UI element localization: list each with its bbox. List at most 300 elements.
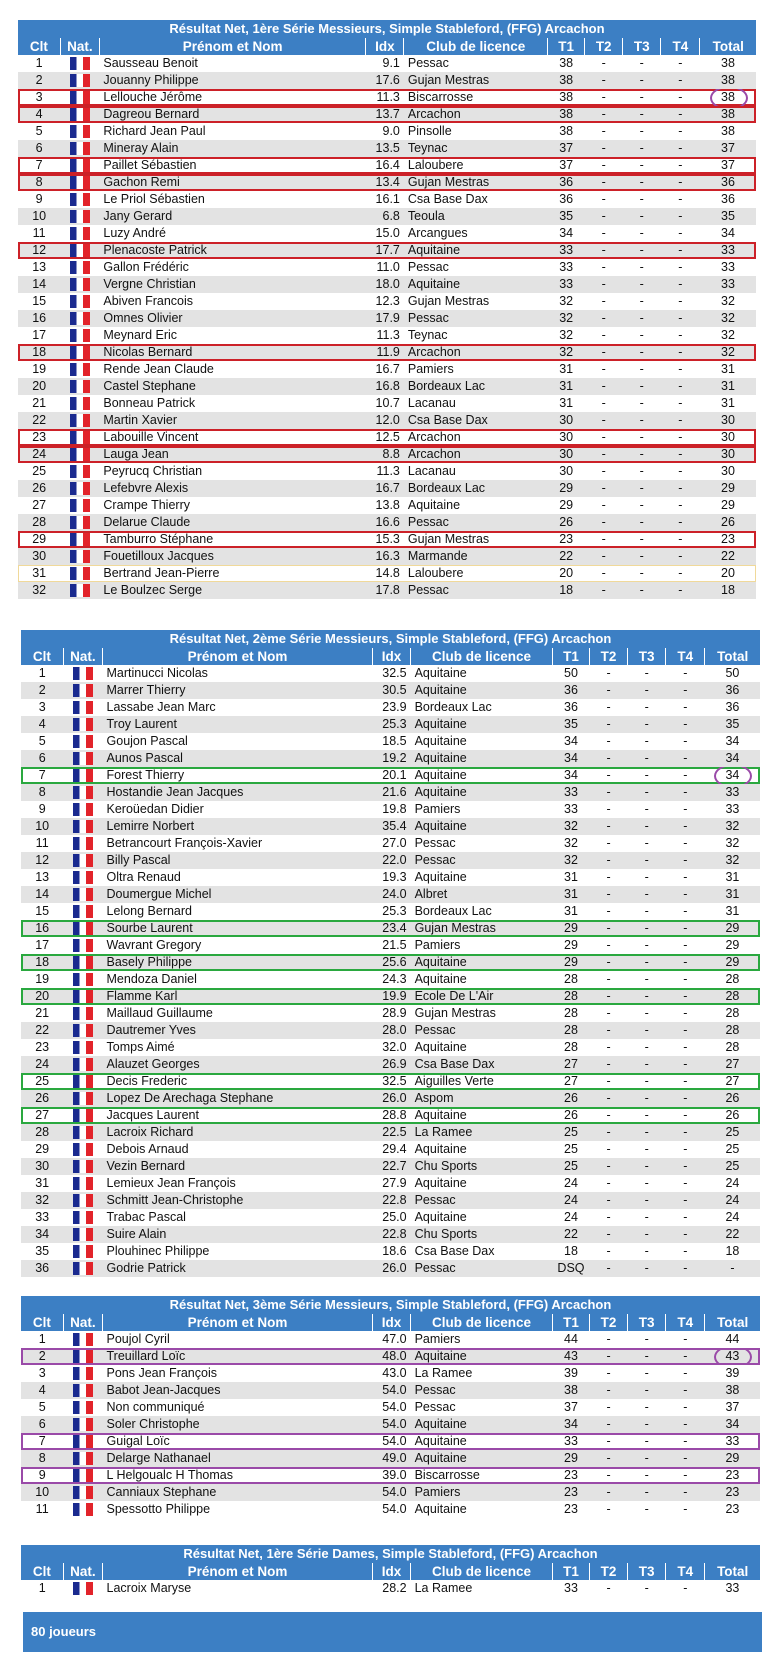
name-cell: Billy Pascal [103, 852, 373, 869]
t2-cell: - [585, 123, 623, 140]
idx-cell: 32.5 [372, 665, 410, 682]
nationality-cell [60, 123, 99, 140]
t4-cell: - [666, 1073, 705, 1090]
t3-cell: - [628, 750, 666, 767]
name-cell: Sourbe Laurent [103, 920, 373, 937]
t2-cell: - [590, 1192, 628, 1209]
name-cell: Troy Laurent [103, 716, 373, 733]
t1-cell: 23 [552, 1467, 589, 1484]
nationality-cell [63, 1365, 102, 1382]
name-cell: Gallon Frédéric [99, 259, 365, 276]
t4-cell: - [661, 293, 700, 310]
table-row [18, 429, 756, 446]
name-cell: Delarge Nathanael [103, 1450, 373, 1467]
idx-cell: 16.3 [366, 548, 404, 565]
club-cell: Gujan Mestras [404, 72, 548, 89]
total-cell: 32 [700, 310, 756, 327]
t4-cell: - [666, 971, 705, 988]
column-header-t1: T1 [548, 38, 585, 55]
club-cell: Pessac [404, 514, 548, 531]
idx-cell: 11.3 [366, 463, 404, 480]
name-cell: Vergne Christian [99, 276, 365, 293]
t4-cell: - [666, 1141, 705, 1158]
t1-cell: 38 [548, 123, 585, 140]
name-cell: Treuillard Loïc [103, 1348, 373, 1365]
t2-cell: - [590, 1501, 628, 1518]
total-cell: 22 [705, 1226, 760, 1243]
name-cell: Le Boulzec Serge [99, 582, 365, 599]
name-cell: Sausseau Benoit [99, 55, 365, 72]
club-cell: Aquitaine [411, 1209, 553, 1226]
t2-cell: - [585, 378, 623, 395]
t3-cell: - [628, 903, 666, 920]
t4-cell: - [661, 327, 700, 344]
nationality-cell [60, 378, 99, 395]
nationality-cell [60, 531, 99, 548]
nationality-cell [60, 497, 99, 514]
t1-cell: 25 [552, 1141, 589, 1158]
clt-cell: 36 [21, 1260, 63, 1277]
table-row [18, 446, 756, 463]
column-header-t3: T3 [628, 648, 666, 665]
total-cell: 38 [700, 123, 756, 140]
nationality-cell [63, 1022, 102, 1039]
nationality-cell [63, 1467, 102, 1484]
t1-cell: 36 [548, 174, 585, 191]
table-row [18, 55, 756, 72]
clt-cell: 22 [21, 1022, 63, 1039]
t2-cell: - [585, 191, 623, 208]
france-flag-icon [73, 820, 93, 833]
column-header-clt: Clt [21, 1563, 63, 1580]
column-header-clt: Clt [21, 1314, 63, 1331]
clt-cell: 19 [18, 361, 60, 378]
name-cell: Rende Jean Claude [99, 361, 365, 378]
column-header-t3: T3 [628, 1563, 666, 1580]
t3-cell: - [623, 174, 661, 191]
t1-cell: 33 [548, 242, 585, 259]
club-cell: Aquitaine [411, 682, 553, 699]
t2-cell: - [590, 1005, 628, 1022]
total-cell: 23 [705, 1467, 760, 1484]
club-cell: Pamiers [411, 937, 553, 954]
total-cell: 38 [700, 72, 756, 89]
t2-cell: - [585, 582, 623, 599]
total-cell: 39 [705, 1365, 760, 1382]
t1-cell: 35 [552, 716, 589, 733]
column-header-t4: T4 [666, 1314, 705, 1331]
table-row [21, 1365, 760, 1382]
t4-cell: - [666, 1348, 705, 1365]
clt-cell: 2 [21, 682, 63, 699]
t1-cell: 23 [552, 1501, 589, 1518]
table-row [18, 106, 756, 123]
t3-cell: - [628, 937, 666, 954]
name-cell: Plouhinec Philippe [103, 1243, 373, 1260]
idx-cell: 24.0 [372, 886, 410, 903]
france-flag-icon [70, 74, 90, 87]
name-cell: Lauga Jean [99, 446, 365, 463]
circled-total: 34 [725, 768, 740, 782]
t1-cell: 28 [552, 988, 589, 1005]
france-flag-icon [70, 465, 90, 478]
t1-cell: 22 [552, 1226, 589, 1243]
t1-cell: 38 [548, 106, 585, 123]
total-cell: 33 [705, 801, 760, 818]
france-flag-icon [70, 295, 90, 308]
nationality-cell [63, 1382, 102, 1399]
t4-cell: - [666, 903, 705, 920]
table-row [21, 1484, 760, 1501]
name-cell: L Helgoualc H Thomas [103, 1467, 373, 1484]
table-row [21, 903, 760, 920]
total-cell: 23 [705, 1501, 760, 1518]
t4-cell: - [666, 1433, 705, 1450]
column-header-nat: Nat. [63, 1563, 102, 1580]
clt-cell: 1 [18, 55, 60, 72]
france-flag-icon [73, 1367, 93, 1380]
table-row [18, 514, 756, 531]
t2-cell: - [585, 242, 623, 259]
idx-cell: 11.3 [366, 327, 404, 344]
name-cell: Labouille Vincent [99, 429, 365, 446]
total-cell: 50 [705, 665, 760, 682]
table-row [18, 157, 756, 174]
table-title: Résultat Net, 3ème Série Messieurs, Simple Stableford, (FFG) Arcachon [21, 1296, 760, 1314]
table-row [18, 565, 756, 582]
france-flag-icon [70, 482, 90, 495]
t4-cell: - [666, 1124, 705, 1141]
t3-cell: - [623, 72, 661, 89]
idx-cell: 54.0 [372, 1382, 410, 1399]
idx-cell: 21.5 [372, 937, 410, 954]
club-cell: Aquitaine [411, 665, 553, 682]
idx-cell: 28.0 [372, 1022, 410, 1039]
clt-cell: 11 [21, 1501, 63, 1518]
idx-cell: 28.2 [372, 1580, 410, 1597]
t3-cell: - [623, 361, 661, 378]
total-cell [705, 1348, 760, 1365]
t4-cell: - [666, 1243, 705, 1260]
t1-cell: 29 [548, 497, 585, 514]
idx-cell: 54.0 [372, 1501, 410, 1518]
nationality-cell [60, 412, 99, 429]
name-cell: Vezin Bernard [103, 1158, 373, 1175]
idx-cell: 12.0 [366, 412, 404, 429]
club-cell: Biscarrosse [404, 89, 548, 106]
nationality-cell [60, 395, 99, 412]
club-cell: Teynac [404, 327, 548, 344]
t4-cell: - [661, 412, 700, 429]
total-cell: 34 [700, 225, 756, 242]
france-flag-icon [73, 1041, 93, 1054]
table-row [18, 225, 756, 242]
nationality-cell [60, 582, 99, 599]
france-flag-icon [70, 210, 90, 223]
table-row [21, 971, 760, 988]
name-cell: Le Priol Sébastien [99, 191, 365, 208]
clt-cell: 13 [21, 869, 63, 886]
france-flag-icon [73, 1245, 93, 1258]
t4-cell: - [666, 835, 705, 852]
t2-cell: - [585, 225, 623, 242]
t2-cell: - [590, 1467, 628, 1484]
club-cell: Albret [411, 886, 553, 903]
t4-cell: - [666, 801, 705, 818]
idx-cell: 48.0 [372, 1348, 410, 1365]
t1-cell: 32 [548, 344, 585, 361]
table-row [21, 1399, 760, 1416]
table-row [21, 1260, 760, 1277]
t3-cell: - [628, 1331, 666, 1348]
t3-cell: - [628, 1158, 666, 1175]
table-row [18, 89, 756, 106]
t3-cell: - [623, 531, 661, 548]
column-header-idx: Idx [372, 1563, 410, 1580]
total-cell: 36 [700, 174, 756, 191]
club-cell: La Ramee [411, 1365, 553, 1382]
total-cell: 28 [705, 988, 760, 1005]
france-flag-icon [70, 584, 90, 597]
clt-cell: 29 [21, 1141, 63, 1158]
club-cell: Aquitaine [411, 1450, 553, 1467]
table-title: Résultat Net, 2ème Série Messieurs, Simple Stableford, (FFG) Arcachon [21, 630, 760, 648]
t4-cell: - [666, 1022, 705, 1039]
table-row [21, 852, 760, 869]
total-cell: 26 [705, 1107, 760, 1124]
table-row [18, 548, 756, 565]
club-cell: Arcachon [404, 446, 548, 463]
t3-cell: - [628, 1107, 666, 1124]
t4-cell: - [661, 582, 700, 599]
france-flag-icon [70, 312, 90, 325]
clt-cell: 28 [21, 1124, 63, 1141]
clt-cell: 16 [21, 920, 63, 937]
france-flag-icon [70, 193, 90, 206]
idx-cell: 11.9 [366, 344, 404, 361]
t3-cell: - [628, 801, 666, 818]
clt-cell: 12 [18, 242, 60, 259]
t4-cell: - [666, 699, 705, 716]
t4-cell: - [666, 750, 705, 767]
idx-cell: 13.7 [366, 106, 404, 123]
t1-cell: 29 [552, 920, 589, 937]
t1-cell: 23 [552, 1484, 589, 1501]
t4-cell: - [661, 446, 700, 463]
club-cell: Aquitaine [404, 276, 548, 293]
t2-cell: - [585, 89, 623, 106]
t4-cell: - [661, 514, 700, 531]
club-cell: Pessac [404, 259, 548, 276]
idx-cell: 22.5 [372, 1124, 410, 1141]
nationality-cell [63, 869, 102, 886]
t1-cell: 23 [548, 531, 585, 548]
t3-cell: - [628, 1501, 666, 1518]
total-cell: 28 [705, 971, 760, 988]
france-flag-icon [73, 1401, 93, 1414]
nationality-cell [63, 1209, 102, 1226]
t2-cell: - [585, 344, 623, 361]
column-header-t4: T4 [666, 648, 705, 665]
nationality-cell [63, 682, 102, 699]
t1-cell: 38 [548, 55, 585, 72]
name-cell: Tomps Aimé [103, 1039, 373, 1056]
idx-cell: 22.8 [372, 1226, 410, 1243]
t2-cell: - [590, 1243, 628, 1260]
t2-cell: - [590, 886, 628, 903]
table-row [21, 665, 760, 682]
t3-cell: - [623, 293, 661, 310]
t2-cell: - [590, 852, 628, 869]
column-header-name: Prénom et Nom [99, 38, 365, 55]
t1-cell: 26 [552, 1090, 589, 1107]
t3-cell: - [623, 310, 661, 327]
name-cell: Pons Jean François [103, 1365, 373, 1382]
club-cell: Csa Base Dax [404, 412, 548, 429]
nationality-cell [60, 174, 99, 191]
table-row [21, 920, 760, 937]
idx-cell: 24.3 [372, 971, 410, 988]
t4-cell: - [666, 682, 705, 699]
idx-cell: 32.0 [372, 1039, 410, 1056]
total-cell: 33 [705, 1580, 760, 1597]
t1-cell: 25 [552, 1124, 589, 1141]
clt-cell: 9 [21, 1467, 63, 1484]
club-cell: Pamiers [411, 1331, 553, 1348]
t1-cell: 30 [548, 446, 585, 463]
clt-cell: 32 [18, 582, 60, 599]
idx-cell: 17.9 [366, 310, 404, 327]
table-row [18, 72, 756, 89]
france-flag-icon [73, 973, 93, 986]
t1-cell: 34 [552, 733, 589, 750]
france-flag-icon [70, 91, 90, 104]
table-row [21, 1501, 760, 1518]
idx-cell: 11.0 [366, 259, 404, 276]
france-flag-icon [70, 108, 90, 121]
clt-cell: 2 [21, 1348, 63, 1365]
name-cell: Mendoza Daniel [103, 971, 373, 988]
clt-cell: 4 [21, 716, 63, 733]
total-cell: 30 [700, 463, 756, 480]
t1-cell: 31 [552, 869, 589, 886]
club-cell: Pessac [411, 1399, 553, 1416]
t4-cell: - [666, 1365, 705, 1382]
t4-cell: - [666, 1158, 705, 1175]
t1-cell: 24 [552, 1192, 589, 1209]
total-cell: 24 [705, 1209, 760, 1226]
idx-cell: 14.8 [366, 565, 404, 582]
t1-cell: 34 [552, 1416, 589, 1433]
column-header-t1: T1 [552, 648, 589, 665]
idx-cell: 29.4 [372, 1141, 410, 1158]
t2-cell: - [590, 954, 628, 971]
t2-cell: - [590, 1073, 628, 1090]
club-cell: Csa Base Dax [404, 191, 548, 208]
t2-cell: - [585, 259, 623, 276]
france-flag-icon [73, 990, 93, 1003]
table-row [21, 869, 760, 886]
t2-cell: - [585, 531, 623, 548]
idx-cell: 12.3 [366, 293, 404, 310]
total-cell: 37 [700, 157, 756, 174]
france-flag-icon [73, 735, 93, 748]
name-cell: Lacroix Richard [103, 1124, 373, 1141]
column-header-clt: Clt [18, 38, 60, 55]
club-cell: La Ramee [411, 1124, 553, 1141]
t3-cell: - [623, 582, 661, 599]
table-row [21, 835, 760, 852]
table-row [21, 954, 760, 971]
idx-cell: 39.0 [372, 1467, 410, 1484]
t3-cell: - [628, 733, 666, 750]
idx-cell: 17.8 [366, 582, 404, 599]
total-cell: - [705, 1260, 760, 1277]
idx-cell: 43.0 [372, 1365, 410, 1382]
t3-cell: - [623, 412, 661, 429]
idx-cell: 25.3 [372, 903, 410, 920]
total-cell: 29 [700, 497, 756, 514]
club-cell: Aquitaine [411, 784, 553, 801]
t3-cell: - [628, 1260, 666, 1277]
nationality-cell [60, 89, 99, 106]
idx-cell: 22.0 [372, 852, 410, 869]
name-cell: Jacques Laurent [103, 1107, 373, 1124]
france-flag-icon [70, 431, 90, 444]
clt-cell: 1 [21, 1331, 63, 1348]
t4-cell: - [666, 920, 705, 937]
total-cell: 25 [705, 1158, 760, 1175]
total-cell: 34 [705, 733, 760, 750]
column-header-name: Prénom et Nom [103, 1314, 373, 1331]
nationality-cell [60, 225, 99, 242]
clt-cell: 25 [18, 463, 60, 480]
france-flag-icon [73, 803, 93, 816]
club-cell: Aquitaine [411, 869, 553, 886]
column-header-t4: T4 [666, 1563, 705, 1580]
club-cell: Aquitaine [411, 1141, 553, 1158]
france-flag-icon [73, 1503, 93, 1516]
table-row [21, 1450, 760, 1467]
club-cell: Arcangues [404, 225, 548, 242]
t2-cell: - [590, 1209, 628, 1226]
clt-cell: 16 [18, 310, 60, 327]
idx-cell: 19.8 [372, 801, 410, 818]
t4-cell: - [666, 733, 705, 750]
club-cell: Biscarrosse [411, 1467, 553, 1484]
nationality-cell [63, 699, 102, 716]
t2-cell: - [590, 1175, 628, 1192]
t4-cell: - [661, 463, 700, 480]
table-title: Résultat Net, 1ère Série Messieurs, Simple Stableford, (FFG) Arcachon [18, 20, 756, 38]
t4-cell: - [666, 1260, 705, 1277]
t1-cell: 39 [552, 1365, 589, 1382]
t3-cell: - [623, 259, 661, 276]
table-row [21, 801, 760, 818]
t2-cell: - [590, 1433, 628, 1450]
idx-cell: 23.9 [372, 699, 410, 716]
t4-cell: - [661, 242, 700, 259]
name-cell: Nicolas Bernard [99, 344, 365, 361]
results-table-serie-1-dames [21, 1545, 760, 1597]
idx-cell: 17.6 [366, 72, 404, 89]
nationality-cell [60, 157, 99, 174]
total-cell: 33 [705, 784, 760, 801]
table-row [21, 1107, 760, 1124]
total-cell: 34 [705, 1416, 760, 1433]
france-flag-icon [70, 278, 90, 291]
france-flag-icon [70, 414, 90, 427]
